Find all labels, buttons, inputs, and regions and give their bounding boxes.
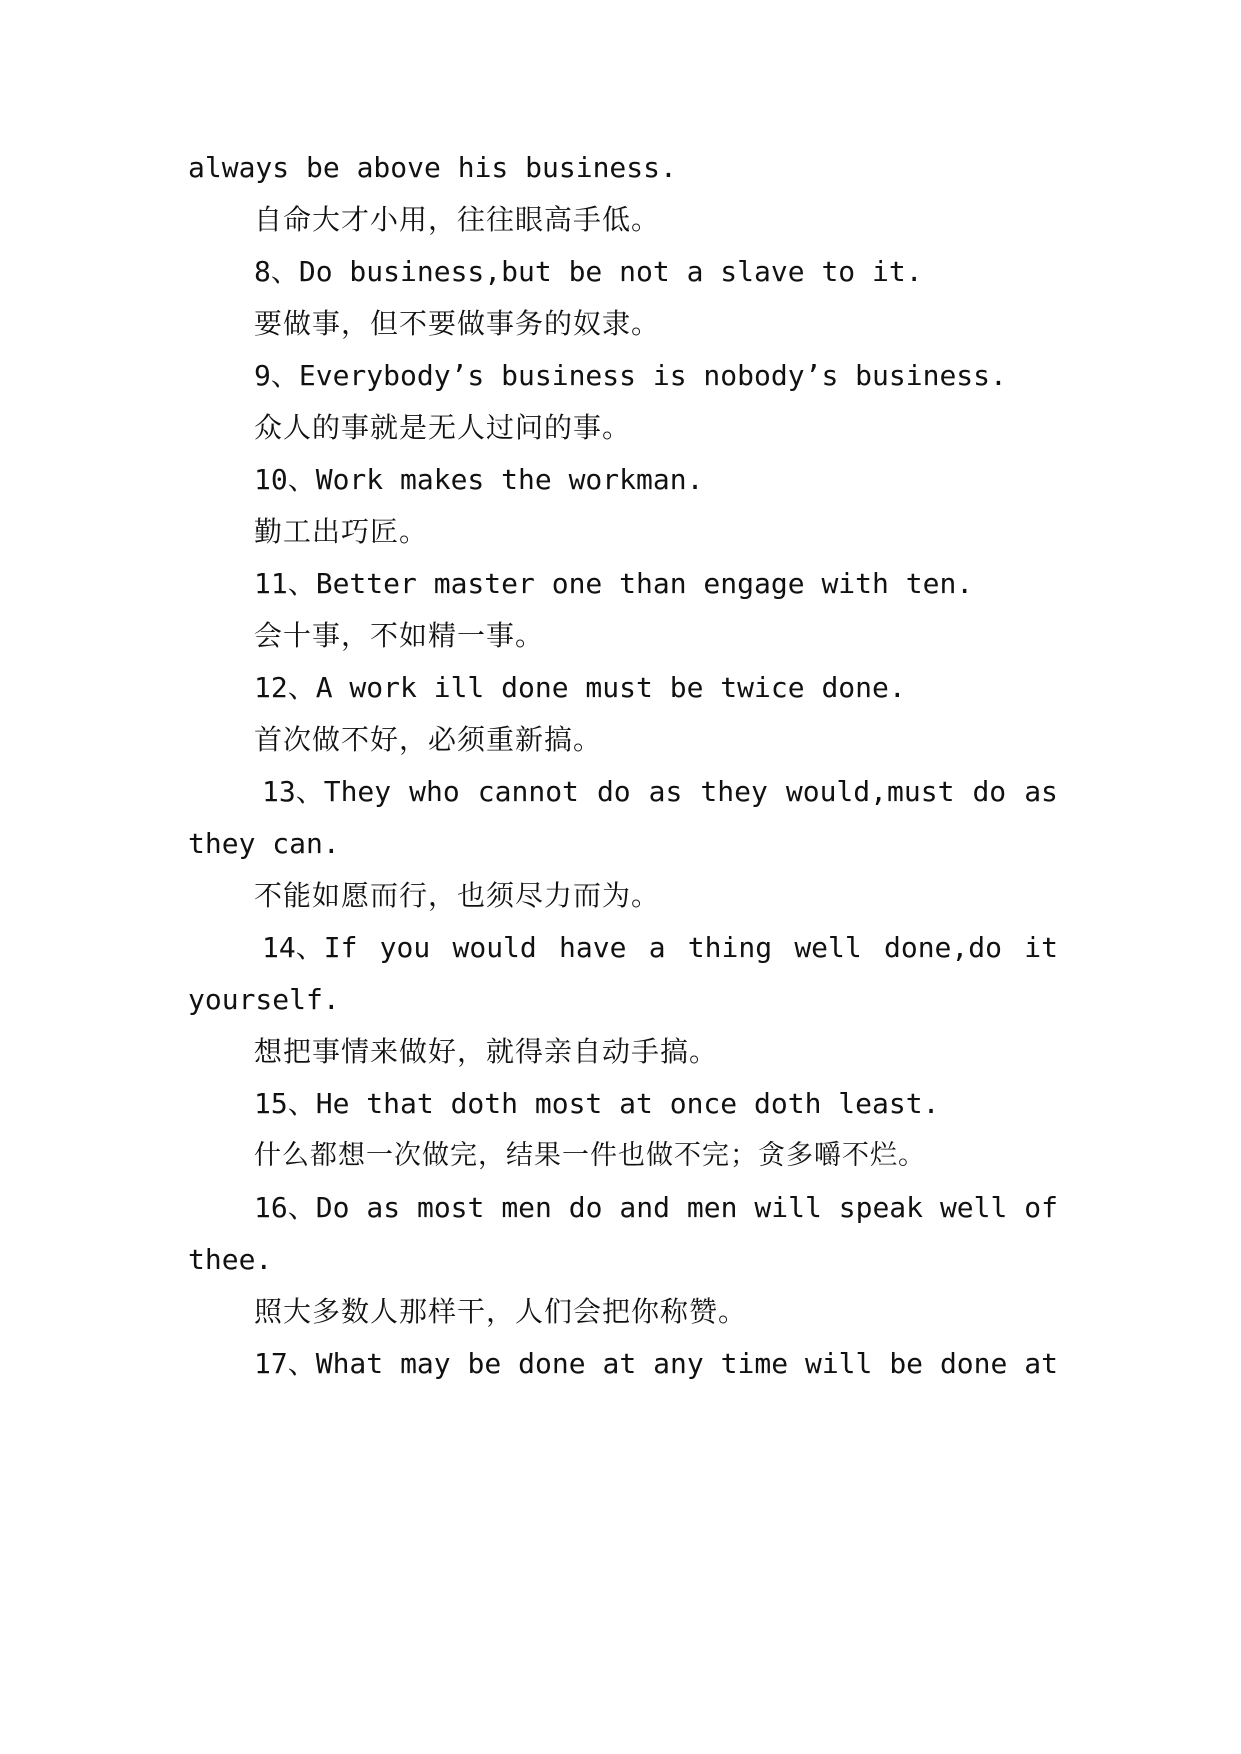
word: they (700, 775, 768, 808)
word: as (648, 775, 683, 808)
word: done (518, 1347, 586, 1380)
word: and (619, 1191, 670, 1224)
proverb-14-line-1 (262, 928, 1058, 968)
word: would (452, 931, 537, 964)
word: as (1024, 775, 1058, 808)
translation-8: 要做事，但不要做事务的奴隶。 (254, 307, 661, 340)
proverb-16-line-1 (254, 1188, 1058, 1228)
translation-16: 照大多数人那样干，人们会把你称赞。 (254, 1295, 748, 1328)
word: do (596, 775, 631, 808)
word: at (602, 1347, 637, 1380)
word: cannot (477, 775, 579, 808)
word: done,do (883, 931, 1002, 964)
word: would,must (785, 775, 955, 808)
word: will (804, 1347, 873, 1380)
translation-10: 勤工出巧匠。 (254, 515, 429, 548)
word: done (939, 1347, 1008, 1380)
proverb-9: 9、Everybody’s business is nobody’s business. (254, 359, 1007, 392)
proverb-16-line-2: thee. (188, 1243, 273, 1276)
word: you (379, 931, 431, 964)
word: 17、What (254, 1347, 384, 1380)
proverb-8: 8、Do business,but be not a slave to it. (254, 255, 923, 288)
proverb-13-line-1 (262, 772, 1058, 812)
text-line-chinese: 自命大才小用，往往眼高手低。 (254, 203, 661, 236)
translation-12: 首次做不好，必须重新搞。 (254, 723, 603, 756)
word: time (720, 1347, 789, 1380)
proverb-13-line-2: they can. (188, 827, 340, 860)
word: most (416, 1191, 485, 1224)
text-line: always be above his business. (188, 151, 677, 184)
word: be (467, 1347, 502, 1380)
word: men (686, 1191, 738, 1224)
word: well (939, 1191, 1008, 1224)
word: as (366, 1191, 401, 1224)
word: well (794, 931, 862, 964)
word: have (559, 931, 627, 964)
word: 16、Do (254, 1191, 350, 1224)
word: do (972, 775, 1007, 808)
word: thing (687, 931, 773, 964)
word: any (653, 1347, 704, 1380)
word: men (501, 1191, 552, 1224)
word: 14、If (262, 931, 358, 964)
translation-15: 什么都想一次做完，结果一件也做不完；贪多嚼不烂。 (254, 1140, 926, 1171)
word: of (1024, 1191, 1058, 1224)
word: at (1024, 1347, 1058, 1380)
word: a (648, 931, 666, 964)
proverb-17-line-1 (254, 1344, 1058, 1384)
translation-14: 想把事情来做好，就得亲自动手搞。 (254, 1035, 719, 1068)
proverb-15: 15、He that doth most at once doth least. (254, 1087, 940, 1120)
translation-9: 众人的事就是无人过问的事。 (254, 411, 632, 444)
translation-13: 不能如愿而行，也须尽力而为。 (254, 879, 661, 912)
word: may (400, 1347, 451, 1380)
proverb-12: 12、A work ill done must be twice done. (254, 671, 906, 704)
word: who (409, 775, 460, 808)
proverb-10: 10、Work makes the workman. (254, 463, 704, 496)
word: do (568, 1191, 603, 1224)
translation-11: 会十事，不如精一事。 (254, 619, 545, 652)
word: be (889, 1347, 924, 1380)
proverb-14-line-2: yourself. (188, 983, 340, 1016)
word: 13、They (262, 775, 392, 808)
word: will (754, 1191, 822, 1224)
proverb-11: 11、Better master one than engage with ten. (254, 567, 974, 600)
word: speak (838, 1191, 924, 1224)
word: it (1024, 931, 1058, 964)
